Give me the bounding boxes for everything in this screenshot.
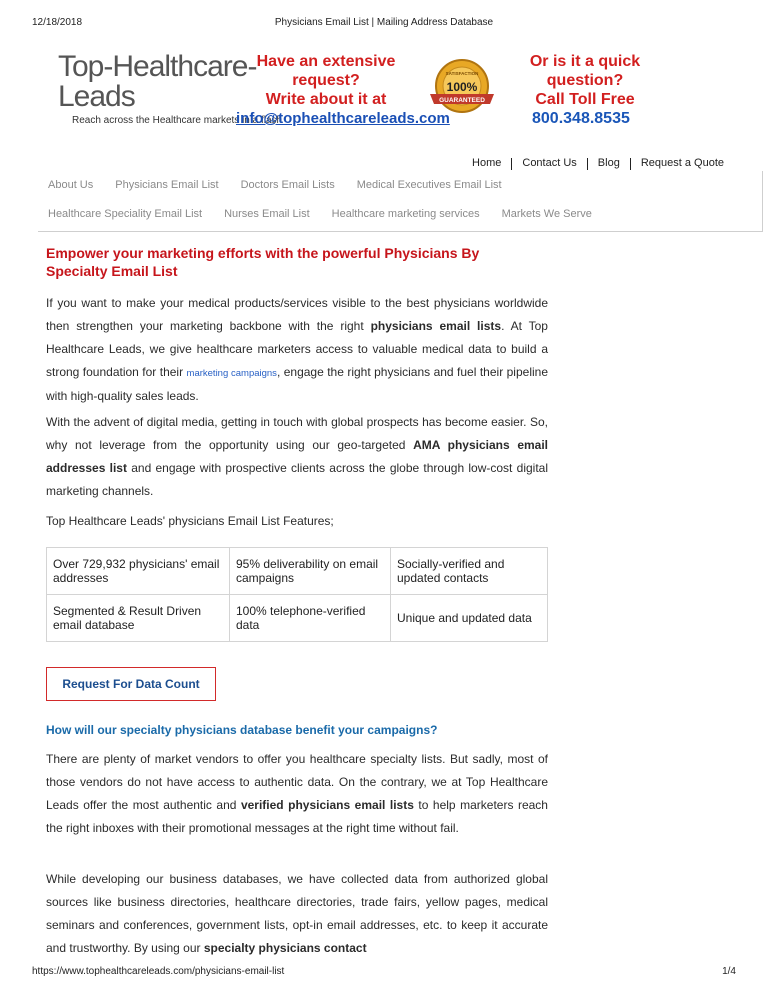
menu-about-us[interactable]: About Us: [48, 179, 94, 191]
table-cell: Over 729,932 physicians' email addresses: [47, 548, 230, 595]
link-specialty-physicians-contact[interactable]: specialty physicians contact: [203, 941, 367, 955]
link-ama-physicians-list[interactable]: AMA physicians email addresses list: [46, 438, 548, 475]
nav-request-quote[interactable]: Request a Quote: [640, 157, 724, 169]
article-paragraph-1: If you want to make your medical products/services visible to the best physicians worldwide then strengthen your marketing backbone with the right physicians email lists. At Top Healthcare Leads, we give healthcare marketers access to valuable medical data to build a strong foundation for their marketing campaigns, engage the right physicians and fuel their pipeline with high-quality sales leads.: [46, 296, 548, 403]
nav-blog[interactable]: Blog: [597, 157, 620, 169]
menu-physicians-email-list[interactable]: Physicians Email List: [115, 179, 219, 191]
article-heading: Empower your marketing efforts with the powerful Physicians By Specialty Email List: [46, 245, 480, 279]
logo-wordmark: Top-Healthcare-Leads: [58, 50, 257, 113]
promo-left-line2: request?: [292, 72, 360, 89]
menu-doctors-email-lists[interactable]: Doctors Email Lists: [240, 179, 335, 191]
logo-tagline: Reach across the Healthcare markets in a flash: [72, 115, 283, 126]
nav-home[interactable]: Home: [472, 157, 502, 169]
promo-phone-link[interactable]: 800.348.8535: [532, 110, 630, 127]
table-cell: Socially-verified and updated contacts: [391, 548, 548, 595]
promo-right-line2: question?: [546, 72, 624, 89]
features-table: [46, 547, 548, 642]
seal-percent: 100%: [446, 80, 478, 94]
article-subheading: How will our specialty physicians database benefit your campaigns?: [46, 723, 438, 737]
promo-email-link[interactable]: info@tophealthcareleads.com: [236, 110, 450, 127]
article-paragraph-3: There are plenty of market vendors to offer you healthcare specialty lists. But sadly, most of those vendors do not have access to authentic data. On the contrary, we at Top Healthcare Leads offer the most authentic and verified physicians email lists to help marketers reach the right inboxes with their promotional messages at the right time without fail.: [46, 752, 548, 835]
table-cell: Unique and updated data: [391, 595, 548, 642]
seal-top: SATISFACTION: [445, 71, 479, 76]
promo-right-line3: Call Toll Free: [535, 91, 635, 108]
link-physicians-email-lists[interactable]: physicians email lists: [370, 319, 502, 333]
table-row: [47, 548, 548, 595]
request-data-count-button[interactable]: Request For Data Count: [46, 667, 216, 701]
main-menu-row2: [48, 208, 614, 220]
article-paragraph-4: While developing our business databases, we have collected data from authorized global sources like business directories, healthcare directories, trade fairs, yellow pages, medical seminars and conferences, government lists, opt-in email addresses, etc. to keep it accurate and trustworthy. By using our specialty physicians contact: [46, 872, 548, 955]
menu-nurses-email-list[interactable]: Nurses Email List: [224, 208, 310, 220]
print-page-number: 1/4: [722, 966, 736, 977]
promo-left-line1: Have an extensive: [256, 53, 396, 70]
menu-markets-we-serve[interactable]: Markets We Serve: [501, 208, 592, 220]
print-date: 12/18/2018: [32, 17, 83, 28]
seal-label: GUARANTEED: [439, 97, 485, 104]
table-cell: Segmented & Result Driven email database: [47, 595, 230, 642]
table-cell: 100% telephone-verified data: [230, 595, 391, 642]
menu-healthcare-marketing[interactable]: Healthcare marketing services: [331, 208, 480, 220]
link-verified-physicians-lists[interactable]: verified physicians email lists: [240, 798, 414, 812]
promo-left-line3: Write about it at: [265, 91, 387, 108]
main-menu-row1: [48, 179, 524, 191]
print-title: Physicians Email List | Mailing Address Database: [274, 17, 494, 28]
top-nav: [462, 157, 724, 170]
satisfaction-seal-icon: [426, 56, 498, 118]
promo-right: [508, 52, 662, 109]
print-url: https://www.tophealthcareleads.com/physicians-email-list: [32, 966, 285, 977]
table-cell: 95% deliverability on email campaigns: [230, 548, 391, 595]
promo-left: [232, 52, 420, 109]
menu-speciality-email-list[interactable]: Healthcare Speciality Email List: [48, 208, 203, 220]
article-paragraph-2: With the advent of digital media, getting in touch with global prospects has become easier. So, why not leverage from the opportunity using our geo-targeted AMA physicians email addresses list and engage with prospective clients across the globe through low-cost digital marketing channels.: [46, 415, 549, 498]
link-marketing-campaigns[interactable]: marketing campaigns: [186, 368, 277, 379]
promo-right-line1: Or is it a quick: [529, 53, 641, 70]
features-intro: Top Healthcare Leads' physicians Email List Features;: [46, 514, 334, 528]
nav-contact-us[interactable]: Contact Us: [522, 157, 577, 169]
table-row: [47, 595, 548, 642]
menu-medical-executives[interactable]: Medical Executives Email List: [356, 179, 502, 191]
